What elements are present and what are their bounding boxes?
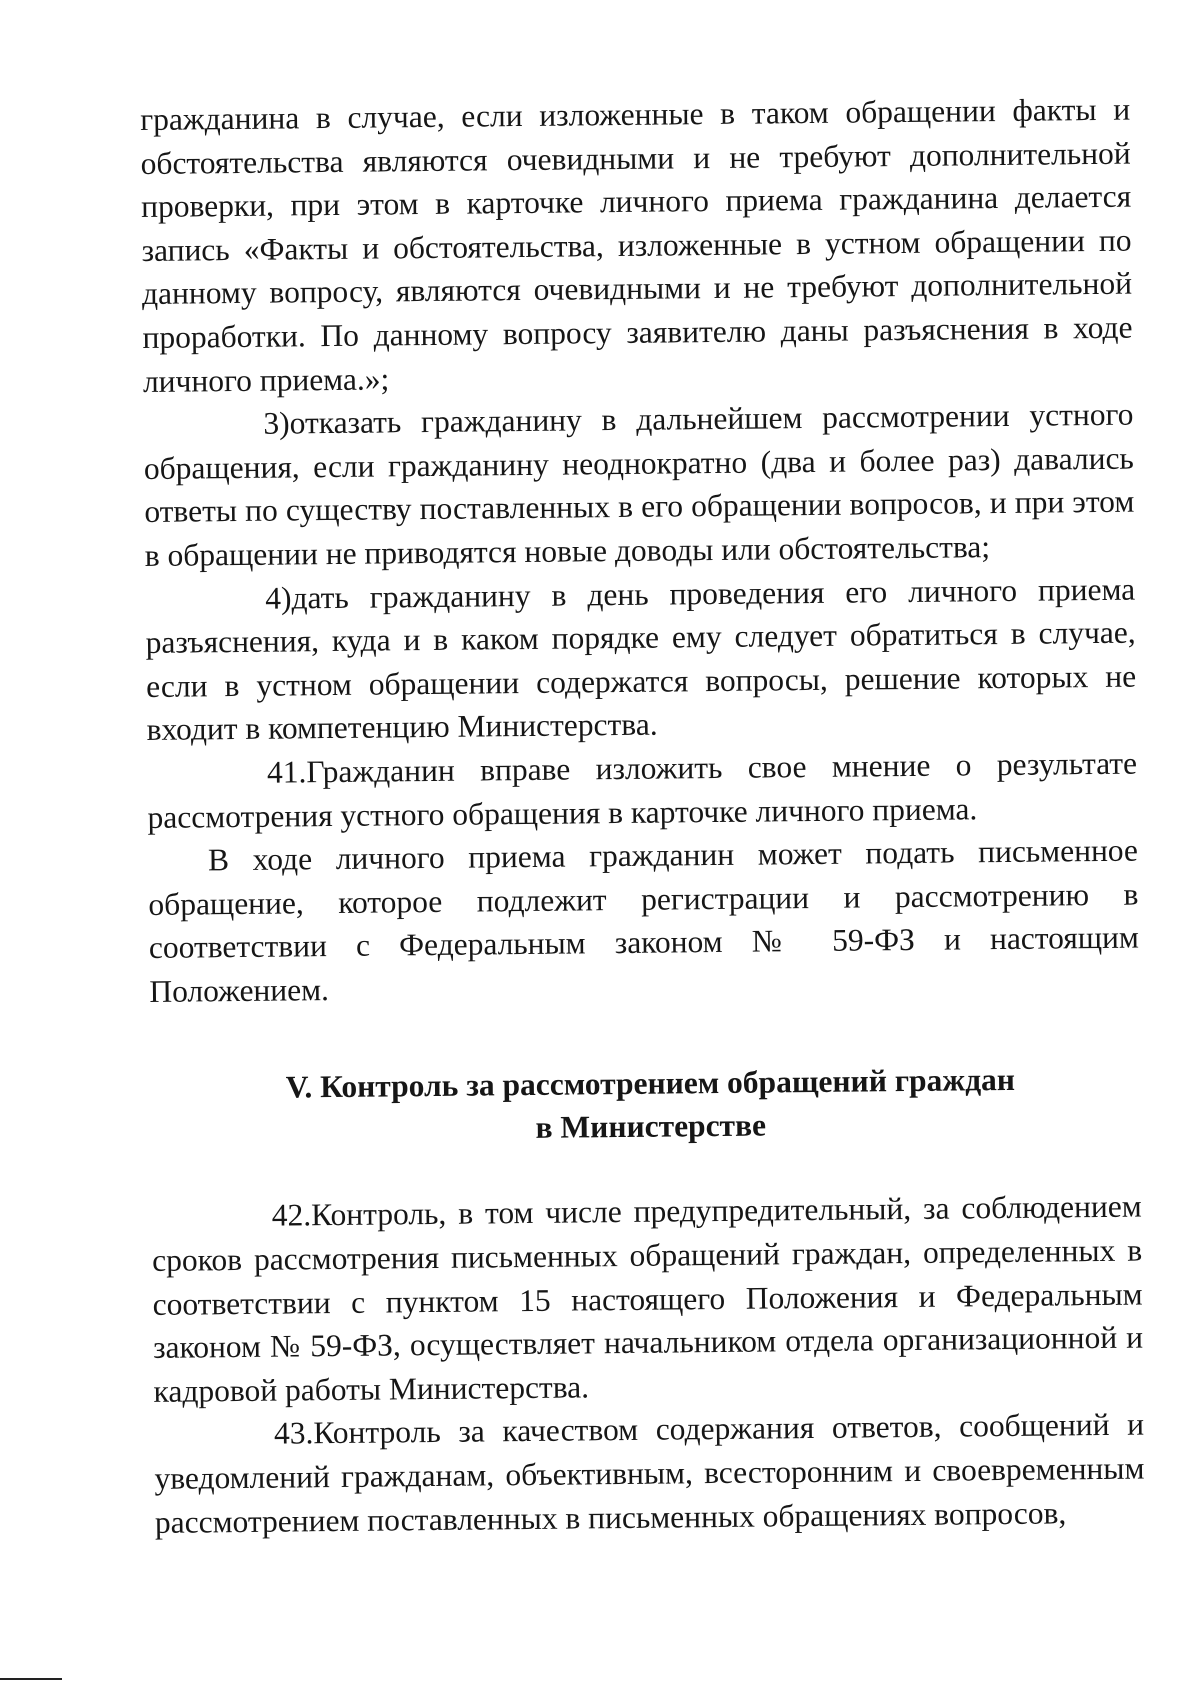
clause-41-text: Гражданин вправе изложить свое мнение о результате рассмотрения устного обращения в карточке личного приема.: [147, 745, 1138, 835]
clause-42-number: 42.: [271, 1197, 312, 1234]
section-heading: [150, 1057, 1141, 1153]
list-item-3-text: отказать гражданину в дальнейшем рассмотрении устного обращения, если гражданину неоднократно (два и более раз) давались ответы по существу поставленных в его обращении вопросов, и при этом в обращении не приводятся новые доводы или обстоятельства;: [143, 396, 1135, 573]
clause-43-text: Контроль за качеством содержания ответов, сообщений и уведомлений гражданам, объективным, всесторонним и своевременным рассмотрением поставленных в письменных обращениях вопросов,: [154, 1406, 1145, 1540]
clause-43: [154, 1403, 1145, 1544]
document-body: [140, 88, 1145, 1545]
list-item-3-number: 3): [263, 405, 290, 441]
list-item-4-text: дать гражданину в день проведения его личного приема разъяснения, куда и в каком порядке ему следует обратиться в случае, если в устном обращении содержатся вопросы, решение которых не входит в компетенцию Министерства.: [145, 571, 1137, 748]
clause-43-number: 43.: [273, 1415, 314, 1452]
clause-42: [151, 1185, 1143, 1413]
clause-41-number: 41.: [266, 754, 307, 790]
section-heading-line-1: V. Контроль за рассмотрением обращений граждан: [285, 1062, 1016, 1105]
paragraph-personal-reception: В ходе личного приема гражданин может подать письменное обращение, которое подлежит регистрации и рассмотрению в соответствии с Федеральным законом № 59-ФЗ и настоящим Положением.: [148, 832, 1140, 1009]
clause-42-text: Контроль, в том числе предупредительный, за соблюдением сроков рассмотрения письменных обращений граждан, определенных в соответствии с пунктом 15 настоящего Положения и Федеральным законом № 59-ФЗ, осуществляет начальником отдела организационной и кадровой работы Министерства.: [151, 1189, 1144, 1409]
clause-41: [147, 742, 1138, 840]
list-item-4-number: 4): [265, 579, 292, 616]
section-heading-line-2: в Министерстве: [535, 1107, 767, 1146]
list-item-4: [145, 567, 1137, 752]
list-item-3: [143, 393, 1135, 578]
footnote-rule: [0, 1678, 62, 1680]
paragraph-continuation: гражданина в случае, если изложенные в таком обращении факты и обстоятельства являются очевидными и не требуют дополнительной проверки, при этом в карточке личного приема гражданина делается запись «Факты и обстоятельства, изложенные в устном обращении по данному вопросу, являются очевидными и не требуют дополнительной проработки. По данному вопросу заявителю даны разъяснения в ходе личного приема.»;: [140, 91, 1133, 399]
